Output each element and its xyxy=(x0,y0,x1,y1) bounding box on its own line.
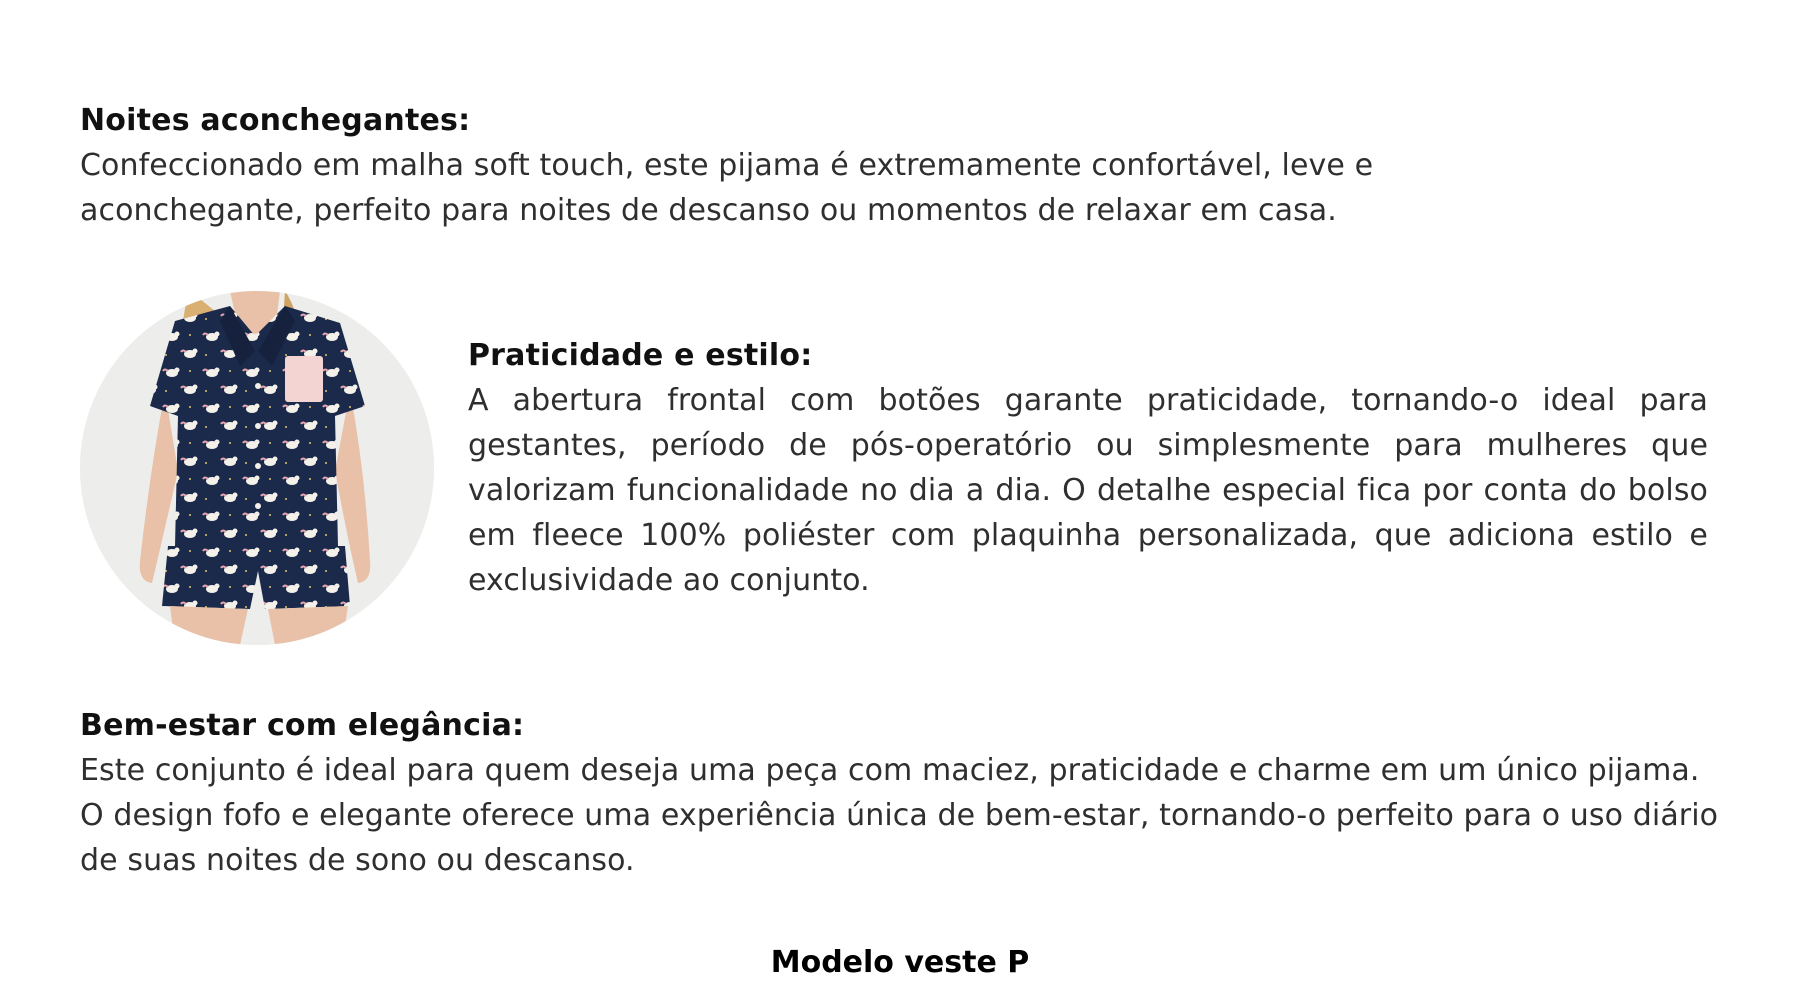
section-title-practicality-style: Praticidade e estilo: xyxy=(468,338,813,373)
section-body-cozy-nights: Confeccionado em malha soft touch, este pijama é extremamente confortável, leve e aconchegante, perfeito para noites de descanso ou momentos de relaxar em casa. xyxy=(80,148,1374,228)
section-title-cozy-nights: Noites aconchegantes: xyxy=(80,103,471,138)
section-body-wellbeing-elegance: Este conjunto é ideal para quem deseja uma peça com maciez, praticidade e charme em um único pijama. O design fofo e elegante oferece uma experiência única de bem-estar, tornando-o perfeito para o uso diário de suas noites de sono ou descanso. xyxy=(80,753,1719,878)
pajama-model-illustration xyxy=(80,291,434,645)
section-body-practicality-style: A abertura frontal com botões garante praticidade, tornando-o ideal para gestantes, período de pós-operatório ou simplesmente para mulheres que valorizam funcionalidade no dia a dia. O detalhe especial fica por conta do bolso em fleece 100% poliéster com plaquinha personalizada, que adiciona estilo e exclusividade ao conjunto. xyxy=(468,383,1708,598)
section-practicality-style xyxy=(468,333,1708,603)
model-size-note: Modelo veste P xyxy=(770,945,1030,980)
section-title-wellbeing-elegance: Bem-estar com elegância: xyxy=(80,708,525,743)
product-photo xyxy=(80,291,434,645)
section-wellbeing-elegance xyxy=(80,703,1720,883)
section-cozy-nights xyxy=(80,98,1520,233)
